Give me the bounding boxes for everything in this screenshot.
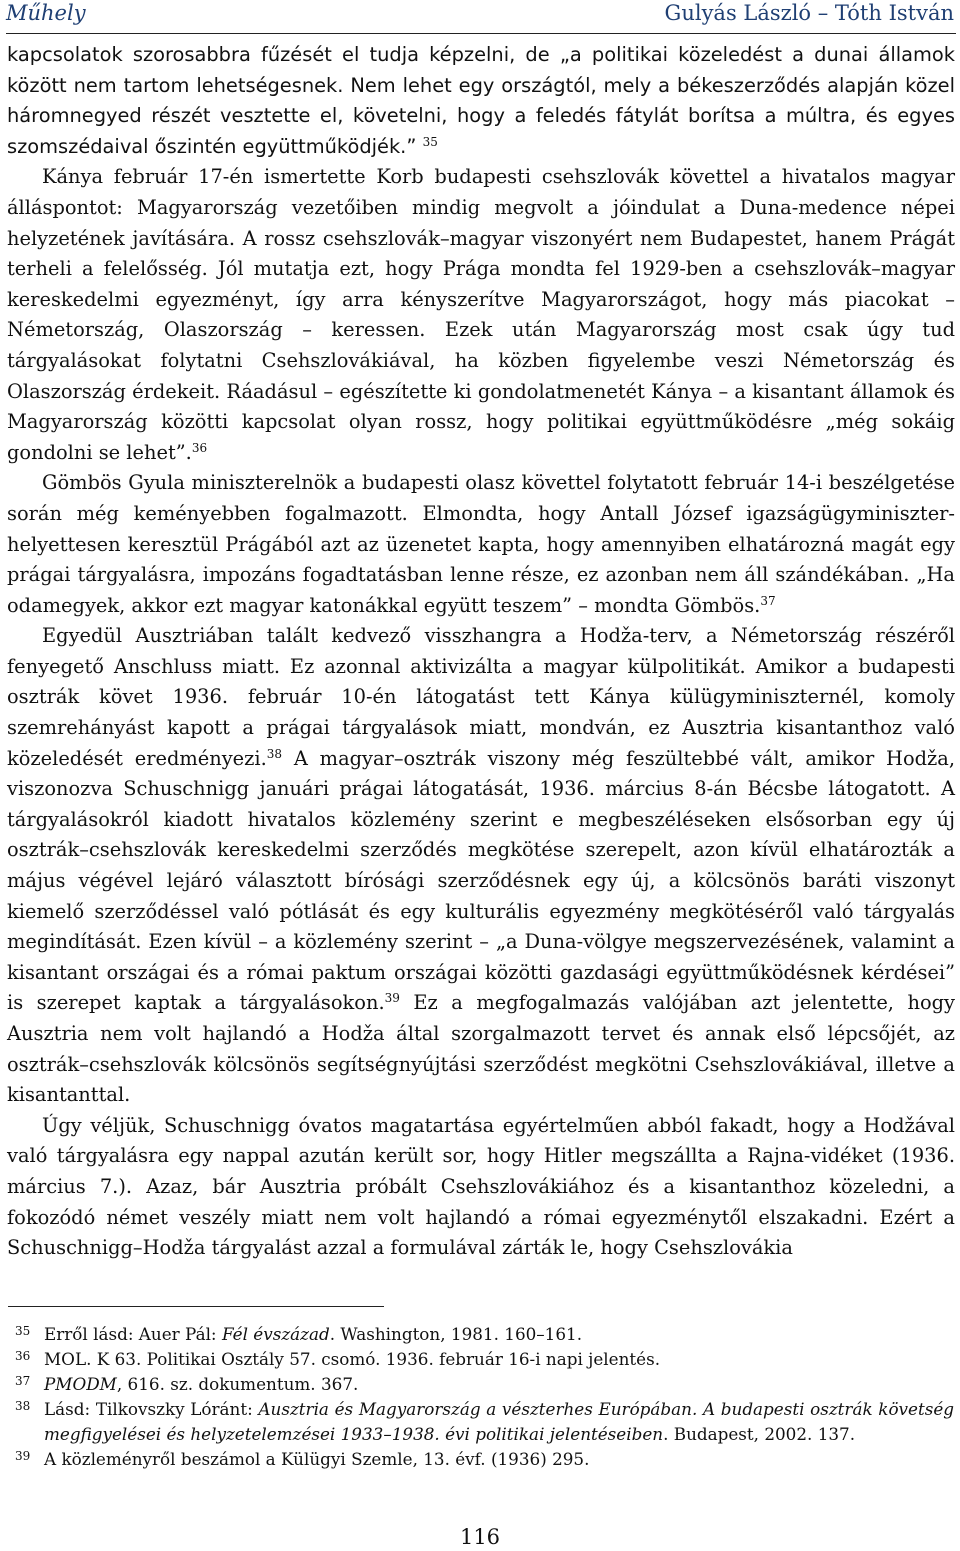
footnote-ref: 39 xyxy=(384,991,400,1006)
paragraph-text: Egyedül Ausztriában talált kedvező visszhangra a Hodža-terv, a Németország részéről fenyegető Anschluss miatt. Ez azonnal aktivizálta a magyar külpolitikát. Amikor a budapesti osztrák követ 1936. február 10-én látogatást tett Kánya külügyminiszternél, komoly szemrehányást kapott a prágai tárgyalások miatt, mondván, ez Ausztria kisantanthoz való közeledését eredményezi. xyxy=(7,624,955,770)
paragraph-text: Úgy véljük, Schuschnigg óvatos magatartása egyértelműen abból fakadt, hogy a Hodžával való tárgyalásra egy nappal azután került sor, hogy Hitler megszállta a Rajna-vidéket (1936. március 7.). Azaz, bár Ausztria próbált Csehszlovákiához és a kisantanthoz közeledni, a fokozódó német veszély miatt nem volt hajlandó a római egyezménytől elszakadni. Ezért a Schuschnigg–Hodža tárgyalást azzal a formulával zárták le, hogy Csehszlovákia xyxy=(7,1113,955,1260)
paragraph-4 xyxy=(7,621,955,1111)
footnotes xyxy=(8,1322,954,1472)
section-title: Műhely xyxy=(6,1,86,25)
body-text xyxy=(7,40,955,1264)
footnote-text: MOL. K 63. Politikai Osztály 57. csomó. 1936. február 16-i napi jelentés. xyxy=(44,1349,661,1369)
footnote-38 xyxy=(8,1397,954,1447)
paragraph-3 xyxy=(7,468,955,621)
footnote-ref: 36 xyxy=(191,440,208,455)
footnote-ref: 37 xyxy=(760,593,776,608)
footnote-title: PMODM xyxy=(44,1374,117,1394)
footnote-title: Fél évszázad xyxy=(221,1324,330,1344)
footnote-title: Ausztria és Magyarország a vészterhes Európában. A budapesti osztrák követség megfigyelései és helyzetelemzései 1933–1938. évi politikai jelentéseiben xyxy=(44,1399,954,1444)
paragraph-2 xyxy=(7,162,955,468)
footnote-number: 39 xyxy=(15,1449,31,1463)
footnote-39 xyxy=(8,1447,954,1472)
footnote-35 xyxy=(8,1322,954,1347)
footnote-number: 38 xyxy=(15,1399,31,1413)
paragraph-text: Kánya február 17-én ismertette Korb budapesti csehszlovák követtel a hivatalos magyar álláspontot: Magyarország vezetőiben mindig megvolt a jóindulat a Duna-medence népei helyzetének javítására. A rossz csehszlovák–magyar viszonyért nem Budapestet, hanem Prágát terheli a felelősség. Jól mutatja ezt, hogy Prága mondta fel 1929-ben a csehszlovák–magyar kereskedelmi egyezményt, így arra kényszerítve Magyarországot, hogy más piacokat – Németország, Olaszország – keressen. Ezek után Magyarország most csak úgy tud tárgyalásokat folytatni Csehszlovákiával, ha közben figyelembe veszi Németország és Olaszország érdekeit. Ráadásul – egészítette ki gondolatmenetét Kánya – a kisantant államok és Magyarország közötti kapcsolat olyan rossz, hogy politikai együttműködésre „még sokáig gondolni se lehet”. xyxy=(7,165,955,464)
paragraph-text: Gömbös Gyula miniszterelnök a budapesti olasz követtel folytatott február 14-i beszélgetése során még keményebben fogalmazott. Elmondta, hogy Antall József igazságügyminiszter-helyettesen keresztül Prágából azt az üzenetet kapta, hogy amennyiben elhatározná magát egy prágai tárgyalásra, impozáns fogadtatásban lenne része, ez azonban nem áll szándékában. „Ha odamegyek, akkor ezt magyar katonákkal együtt teszem” – mondta Gömbös. xyxy=(7,471,955,617)
footnote-text: . Washington, 1981. 160–161. xyxy=(329,1324,583,1344)
footnote-text: Lásd: Tilkovszky Lóránt: xyxy=(44,1399,259,1419)
footnote-36 xyxy=(8,1347,954,1372)
paragraph-text: Ez a megfogalmazás valójában azt jelentette, hogy Ausztria nem volt hajlandó a Hodža által szorgalmazott tervet és annak első lépcsőjét, az osztrák–csehszlovák kölcsönös segítségnyújtási szerződést megkötni Csehszlovákiával, illetve a kisantanttal. xyxy=(7,991,955,1107)
footnote-text: A közleményről beszámol a Külügyi Szemle, 13. évf. (1936) 295. xyxy=(44,1449,590,1469)
paragraph-5 xyxy=(7,1111,955,1264)
footnote-text: , 616. sz. dokumentum. 367. xyxy=(116,1374,359,1394)
paragraph-text: A magyar–osztrák viszony még feszültebbé vált, amikor Hodža, viszonozva Schuschnigg januári prágai látogatását, 1936. március 8-án Bécsbe látogatott. A tárgyalásokról kiadott hivatalos közlemény szerint e megbeszéléseken elsősorban egy új osztrák–csehszlovák kereskedelmi szerződés megkötése szerepelt, azon kívül elhatározták a május végével lejáró választott bírósági szerződésnek egy új, a kölcsönös baráti viszonyt kiemelő szerződéssel való pótlását és egy kulturális egyezmény megkötéséről való tárgyalás megindítását. Ezen kívül – a közlemény szerint – „a Duna-völgye megszervezésének, valamint a kisantant országai és a római paktum országai közötti gazdasági együttműködésnek kérdései” is szerepet kaptak a tárgyalásokon. xyxy=(7,746,955,1015)
running-header xyxy=(0,0,960,32)
footnote-text: . Budapest, 2002. 137. xyxy=(663,1424,856,1444)
footnote-37 xyxy=(8,1372,954,1397)
header-rule xyxy=(6,33,956,34)
footnote-text: Erről lásd: Auer Pál: xyxy=(44,1324,222,1344)
footnote-number: 35 xyxy=(15,1324,31,1338)
page-number: 116 xyxy=(459,1525,501,1549)
footnote-ref: 35 xyxy=(422,134,438,149)
footnote-ref: 38 xyxy=(266,746,283,761)
paragraph-text: kapcsolatok szorosabbra fűzését el tudja képzelni, de „a politikai közeledést a dunai államok között nem tartom lehetségesnek. Nem lehet egy országtól, mely a békeszerződés alapján közel háromnegyed részét vesztette el, követelni, hogy a feledés fátylát borítsa a múltra, és egyes szomszédaival őszintén együttműködjék.” xyxy=(7,43,955,158)
footnote-rule xyxy=(8,1306,384,1307)
footnote-number: 36 xyxy=(15,1349,31,1363)
paragraph-1 xyxy=(7,40,955,162)
authors: Gulyás László – Tóth István xyxy=(664,1,954,25)
footnote-number: 37 xyxy=(15,1374,31,1388)
